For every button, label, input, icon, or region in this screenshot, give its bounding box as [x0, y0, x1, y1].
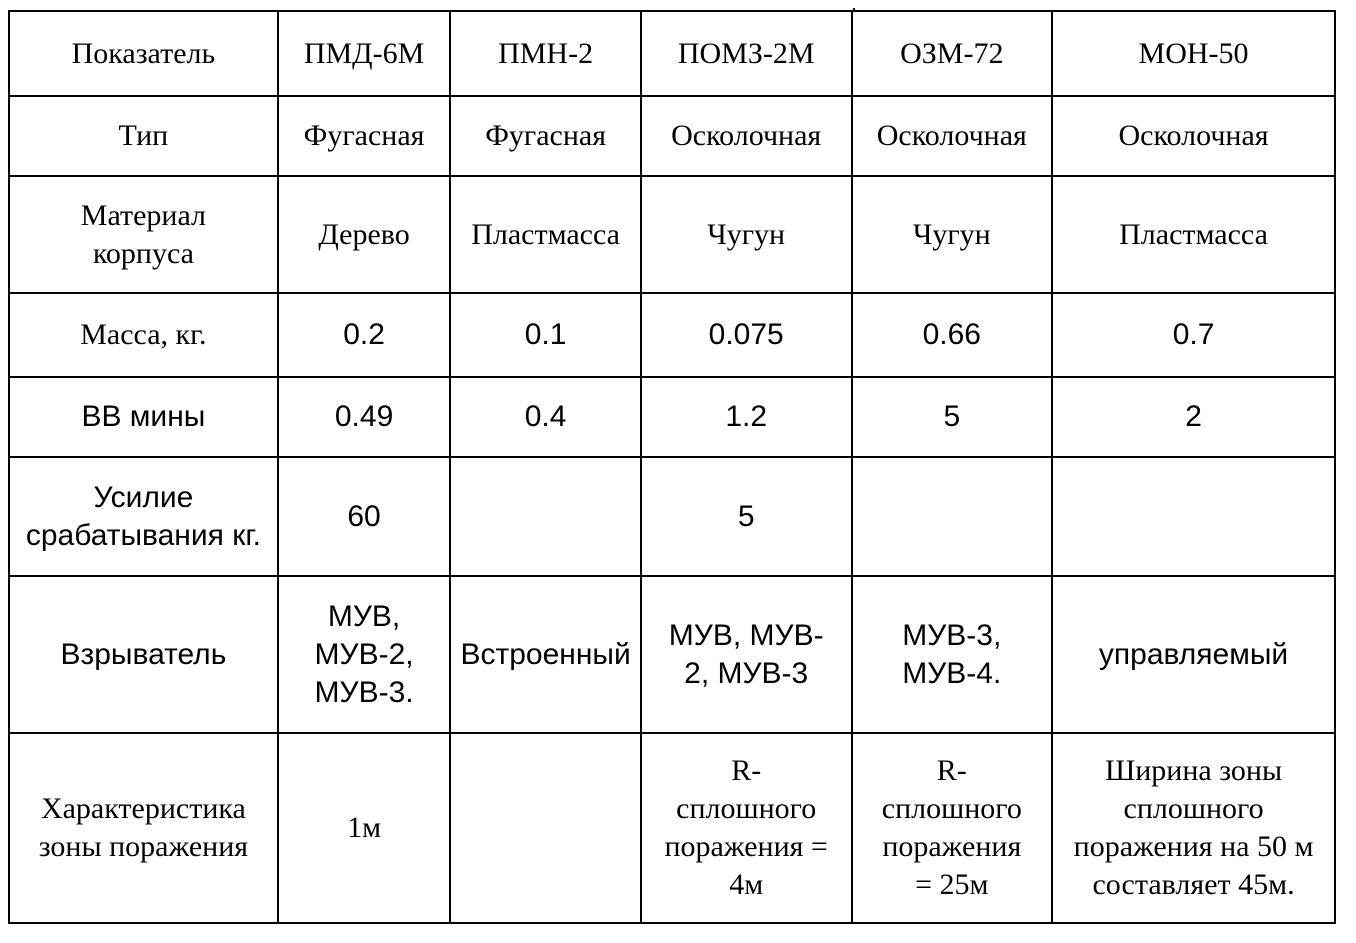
table-cell: Ширина зоны сплошного поражения на 50 м составляет 45м.: [1052, 733, 1335, 923]
header-cell-ozm-72: ОЗМ-72: [852, 11, 1053, 96]
table-cell: R- сплошного поражения = 25м: [852, 733, 1053, 923]
header-cell-pmd-6m: ПМД-6М: [278, 11, 451, 96]
row-label: Материал корпуса: [9, 176, 278, 293]
table-cell: 0.2: [278, 293, 451, 377]
table-cell: 0.4: [450, 377, 641, 457]
header-cell-mon-50: МОН-50: [1052, 11, 1335, 96]
table-cell: [450, 457, 641, 576]
table-cell: МУВ, МУВ- 2, МУВ-3: [641, 576, 852, 733]
row-label: ВВ мины: [9, 377, 278, 457]
table-cell: Дерево: [278, 176, 451, 293]
table-cell: 0.49: [278, 377, 451, 457]
table-cell: Пластмасса: [450, 176, 641, 293]
table-row-explosive: [9, 377, 1335, 457]
table-row-fuze: [9, 576, 1335, 733]
table-cell: [852, 457, 1053, 576]
table-row-material: [9, 176, 1335, 293]
table-cell: Чугун: [852, 176, 1053, 293]
header-cell-indicator: Показатель: [9, 11, 278, 96]
table-cell: 60: [278, 457, 451, 576]
table-cell: 1м: [278, 733, 451, 923]
table-cell: 0.075: [641, 293, 852, 377]
table-cell: Осколочная: [1052, 96, 1335, 176]
table-cell: Встроенный: [450, 576, 641, 733]
row-label: Взрыватель: [9, 576, 278, 733]
table-cell: 0.66: [852, 293, 1053, 377]
row-label: Характеристика зоны поражения: [9, 733, 278, 923]
table-cell: R- сплошного поражения = 4м: [641, 733, 852, 923]
table-cell: [450, 733, 641, 923]
mine-characteristics-table: [8, 10, 1336, 924]
table-cell: Пластмасса: [1052, 176, 1335, 293]
table-cell: Осколочная: [641, 96, 852, 176]
table-cell: управляемый: [1052, 576, 1335, 733]
table-cell: 5: [852, 377, 1053, 457]
header-cell-pmn-2: ПМН-2: [450, 11, 641, 96]
table-cell: 5: [641, 457, 852, 576]
header-row: [9, 11, 1335, 96]
row-label: Усилие срабатывания кг.: [9, 457, 278, 576]
table-cell: [1052, 457, 1335, 576]
header-cell-pomz-2m: ПОМЗ-2М: [641, 11, 852, 96]
table-cell: Осколочная: [852, 96, 1053, 176]
table-cell: 1.2: [641, 377, 852, 457]
table-row-damage-zone: [9, 733, 1335, 923]
table-cell: Чугун: [641, 176, 852, 293]
table-cell: МУВ, МУВ-2, МУВ-3.: [278, 576, 451, 733]
table-cell: МУВ-3, МУВ-4.: [852, 576, 1053, 733]
row-label: Тип: [9, 96, 278, 176]
table-cell: 2: [1052, 377, 1335, 457]
row-label: Масса, кг.: [9, 293, 278, 377]
table-row-type: [9, 96, 1335, 176]
table-cell: Фугасная: [450, 96, 641, 176]
table-row-mass: [9, 293, 1335, 377]
table-cell: Фугасная: [278, 96, 451, 176]
table-cell: 0.7: [1052, 293, 1335, 377]
table-cell: 0.1: [450, 293, 641, 377]
table-row-force: [9, 457, 1335, 576]
